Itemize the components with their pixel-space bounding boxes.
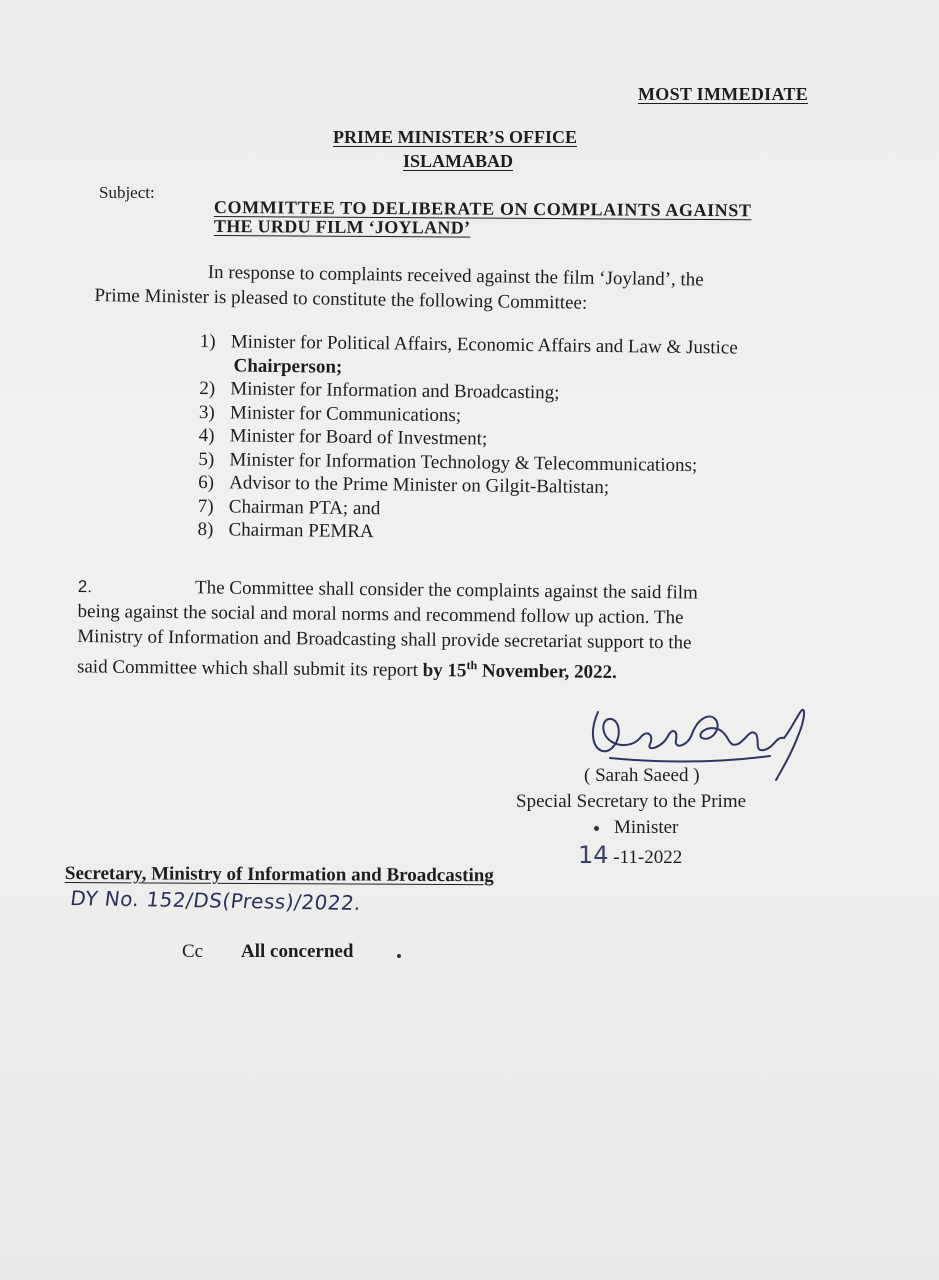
ink-dot [397, 954, 401, 958]
paragraph-2-line-3: Ministry of Information and Broadcasting shall provide secretariat support to the [77, 625, 692, 654]
list-item-number: 2) [199, 377, 216, 400]
deadline-prefix: by 15 [422, 659, 467, 682]
intro-line-2: Prime Minister is pleased to constitute the following Committee: [94, 284, 588, 314]
date-handwritten-day: 14 [578, 841, 609, 869]
cc-label: Cc [182, 941, 204, 962]
signatory-title-line-1: Special Secretary to the Prime [516, 791, 747, 812]
signatory-title-line-2: Minister [614, 817, 679, 838]
signature-date [578, 841, 682, 869]
paragraph-2 [77, 574, 698, 686]
priority-label: MOST IMMEDIATE [638, 84, 809, 104]
diary-number-handwritten: DY No. 152/DS(Press)/2022. [69, 886, 363, 916]
paragraph-2-line-2: being against the social and moral norms and recommend follow up action. The [77, 600, 684, 629]
intro-paragraph [94, 258, 704, 318]
list-item-text: Minister for Information Technology & Telecommunications; [229, 448, 698, 476]
subject-line-2: THE URDU FILM ‘JOYLAND’ [213, 216, 471, 238]
deadline-ordinal: th [466, 658, 478, 673]
list-item-number: 4) [198, 424, 215, 447]
list-item-text: Minister for Political Affairs, Economic Affairs and Law & Justice [230, 331, 738, 359]
subject-line-1: COMMITTEE TO DELIBERATE ON COMPLAINTS AGAINST [213, 197, 752, 221]
list-item-text: Chairman PTA; and [228, 495, 381, 519]
cc-value: All concerned [241, 941, 354, 962]
office-name: PRIME MINISTER’S OFFICE [333, 127, 578, 147]
signatory-name: ( Sarah Saeed ) [584, 765, 700, 786]
list-item-text: Minister for Information and Broadcasting; [230, 378, 560, 404]
paragraph-2-line-4 [77, 649, 697, 686]
list-item-number: 3) [198, 401, 215, 423]
list-item-text: Minister for Board of Investment; [229, 425, 488, 450]
office-city: ISLAMABAD [403, 151, 514, 171]
paragraph-number: 2. [77, 576, 93, 597]
list-item-role: Chairperson; [233, 354, 343, 378]
list-item-number: 7) [197, 495, 214, 517]
addressee: Secretary, Ministry of Information and Broadcasting [64, 863, 494, 887]
list-item-text: Minister for Communications; [229, 401, 462, 426]
list-item-number: 1) [199, 330, 216, 353]
paragraph-2-text-4: said Committee which shall submit its report [76, 656, 423, 681]
list-item-text: Advisor to the Prime Minister on Gilgit-Baltistan; [229, 472, 610, 499]
date-printed: -11-2022 [608, 847, 683, 868]
list-item-number: 6) [198, 471, 215, 494]
list-item-number: 8) [197, 518, 214, 541]
deadline-suffix: November, 2022. [477, 660, 617, 683]
list-item-number: 5) [198, 448, 215, 470]
subject-label: Subject: [99, 183, 155, 202]
ink-dot [594, 826, 599, 831]
paragraph-2-text-1: The Committee shall consider the complaints against the said film [194, 577, 699, 604]
list-item-text: Chairman PEMRA [228, 519, 374, 543]
intro-line-1: In response to complaints received against the film ‘Joyland’, the [207, 261, 704, 291]
committee-member-list [197, 330, 737, 548]
